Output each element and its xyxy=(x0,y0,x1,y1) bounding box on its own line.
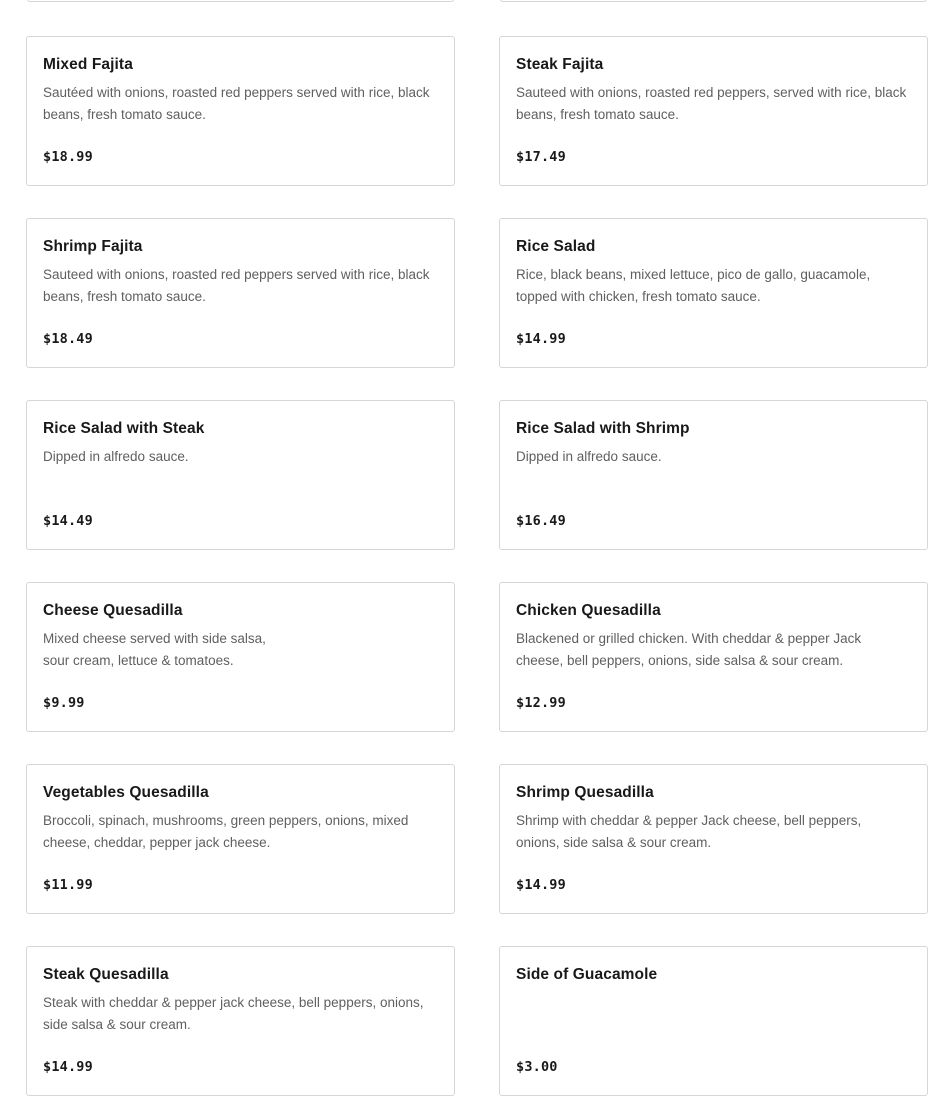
menu-item-card[interactable] xyxy=(499,36,928,186)
menu-item-price: $9.99 xyxy=(43,695,85,711)
menu-item-price: $11.99 xyxy=(43,877,93,893)
menu-item-name: Shrimp Quesadilla xyxy=(516,784,654,801)
menu-item-description: Mixed cheese served with side salsa, sour cream, lettuce & tomatoes. xyxy=(43,631,266,668)
menu-item-price: $18.99 xyxy=(43,149,93,165)
menu-item-name: Steak Fajita xyxy=(516,56,604,73)
menu-item-card[interactable] xyxy=(499,218,928,368)
menu-item-price: $14.99 xyxy=(516,877,566,893)
menu-item-card[interactable] xyxy=(26,36,455,186)
menu-item-name: Rice Salad with Steak xyxy=(43,420,205,437)
menu-item-name: Rice Salad with Shrimp xyxy=(516,420,690,437)
menu-item-price: $14.49 xyxy=(43,513,93,529)
menu-item-price: $3.00 xyxy=(516,1059,558,1075)
menu-item-name: Mixed Fajita xyxy=(43,56,133,73)
menu-item-price: $14.99 xyxy=(516,331,566,347)
menu-item-name: Rice Salad xyxy=(516,238,596,255)
menu-item-grid xyxy=(26,36,928,1096)
menu-item-description: Broccoli, spinach, mushrooms, green peppers, onions, mixed cheese, cheddar, pepper jack cheese. xyxy=(43,813,409,850)
menu-item-description: Sauteed with onions, roasted red peppers served with rice, black beans, fresh tomato sauce. xyxy=(43,267,430,304)
menu-item-description: Shrimp with cheddar & pepper Jack cheese, bell peppers, onions, side salsa & sour cream. xyxy=(516,813,862,850)
menu-item-name: Chicken Quesadilla xyxy=(516,602,661,619)
menu-item-card[interactable] xyxy=(26,218,455,368)
menu-item-description: Sauteed with onions, roasted red peppers, served with rice, black beans, fresh tomato sauce. xyxy=(516,85,907,122)
menu-item-name: Steak Quesadilla xyxy=(43,966,169,983)
menu-item-card[interactable] xyxy=(26,946,455,1096)
menu-item-price: $12.99 xyxy=(516,695,566,711)
menu-item-card[interactable] xyxy=(26,582,455,732)
menu-item-price: $14.99 xyxy=(43,1059,93,1075)
menu-item-description: Sautéed with onions, roasted red peppers served with rice, black beans, fresh tomato sauce. xyxy=(43,85,430,122)
menu-item-card[interactable] xyxy=(499,400,928,550)
menu-item-card-partial[interactable] xyxy=(27,0,454,2)
menu-item-description: Dipped in alfredo sauce. xyxy=(516,449,662,464)
menu-item-price: $17.49 xyxy=(516,149,566,165)
menu-item-card[interactable] xyxy=(499,946,928,1096)
menu-item-price: $18.49 xyxy=(43,331,93,347)
menu-item-card[interactable] xyxy=(499,582,928,732)
menu-item-card-partial[interactable] xyxy=(500,0,927,2)
menu-item-description: Dipped in alfredo sauce. xyxy=(43,449,189,464)
menu-item-name: Cheese Quesadilla xyxy=(43,602,183,619)
menu-item-name: Side of Guacamole xyxy=(516,966,658,983)
menu-item-name: Shrimp Fajita xyxy=(43,238,143,255)
menu-item-description: Rice, black beans, mixed lettuce, pico de gallo, guacamole, topped with chicken, fresh tomato sauce. xyxy=(516,267,871,304)
menu-item-card[interactable] xyxy=(499,764,928,914)
menu-item-description: Steak with cheddar & pepper jack cheese, bell peppers, onions, side salsa & sour cream. xyxy=(43,995,424,1032)
menu-item-card[interactable] xyxy=(26,764,455,914)
menu-item-name: Vegetables Quesadilla xyxy=(43,784,209,801)
menu-item-card[interactable] xyxy=(26,400,455,550)
menu-item-description: Blackened or grilled chicken. With cheddar & pepper Jack cheese, bell peppers, onions, side salsa & sour cream. xyxy=(516,631,862,668)
menu-item-price: $16.49 xyxy=(516,513,566,529)
